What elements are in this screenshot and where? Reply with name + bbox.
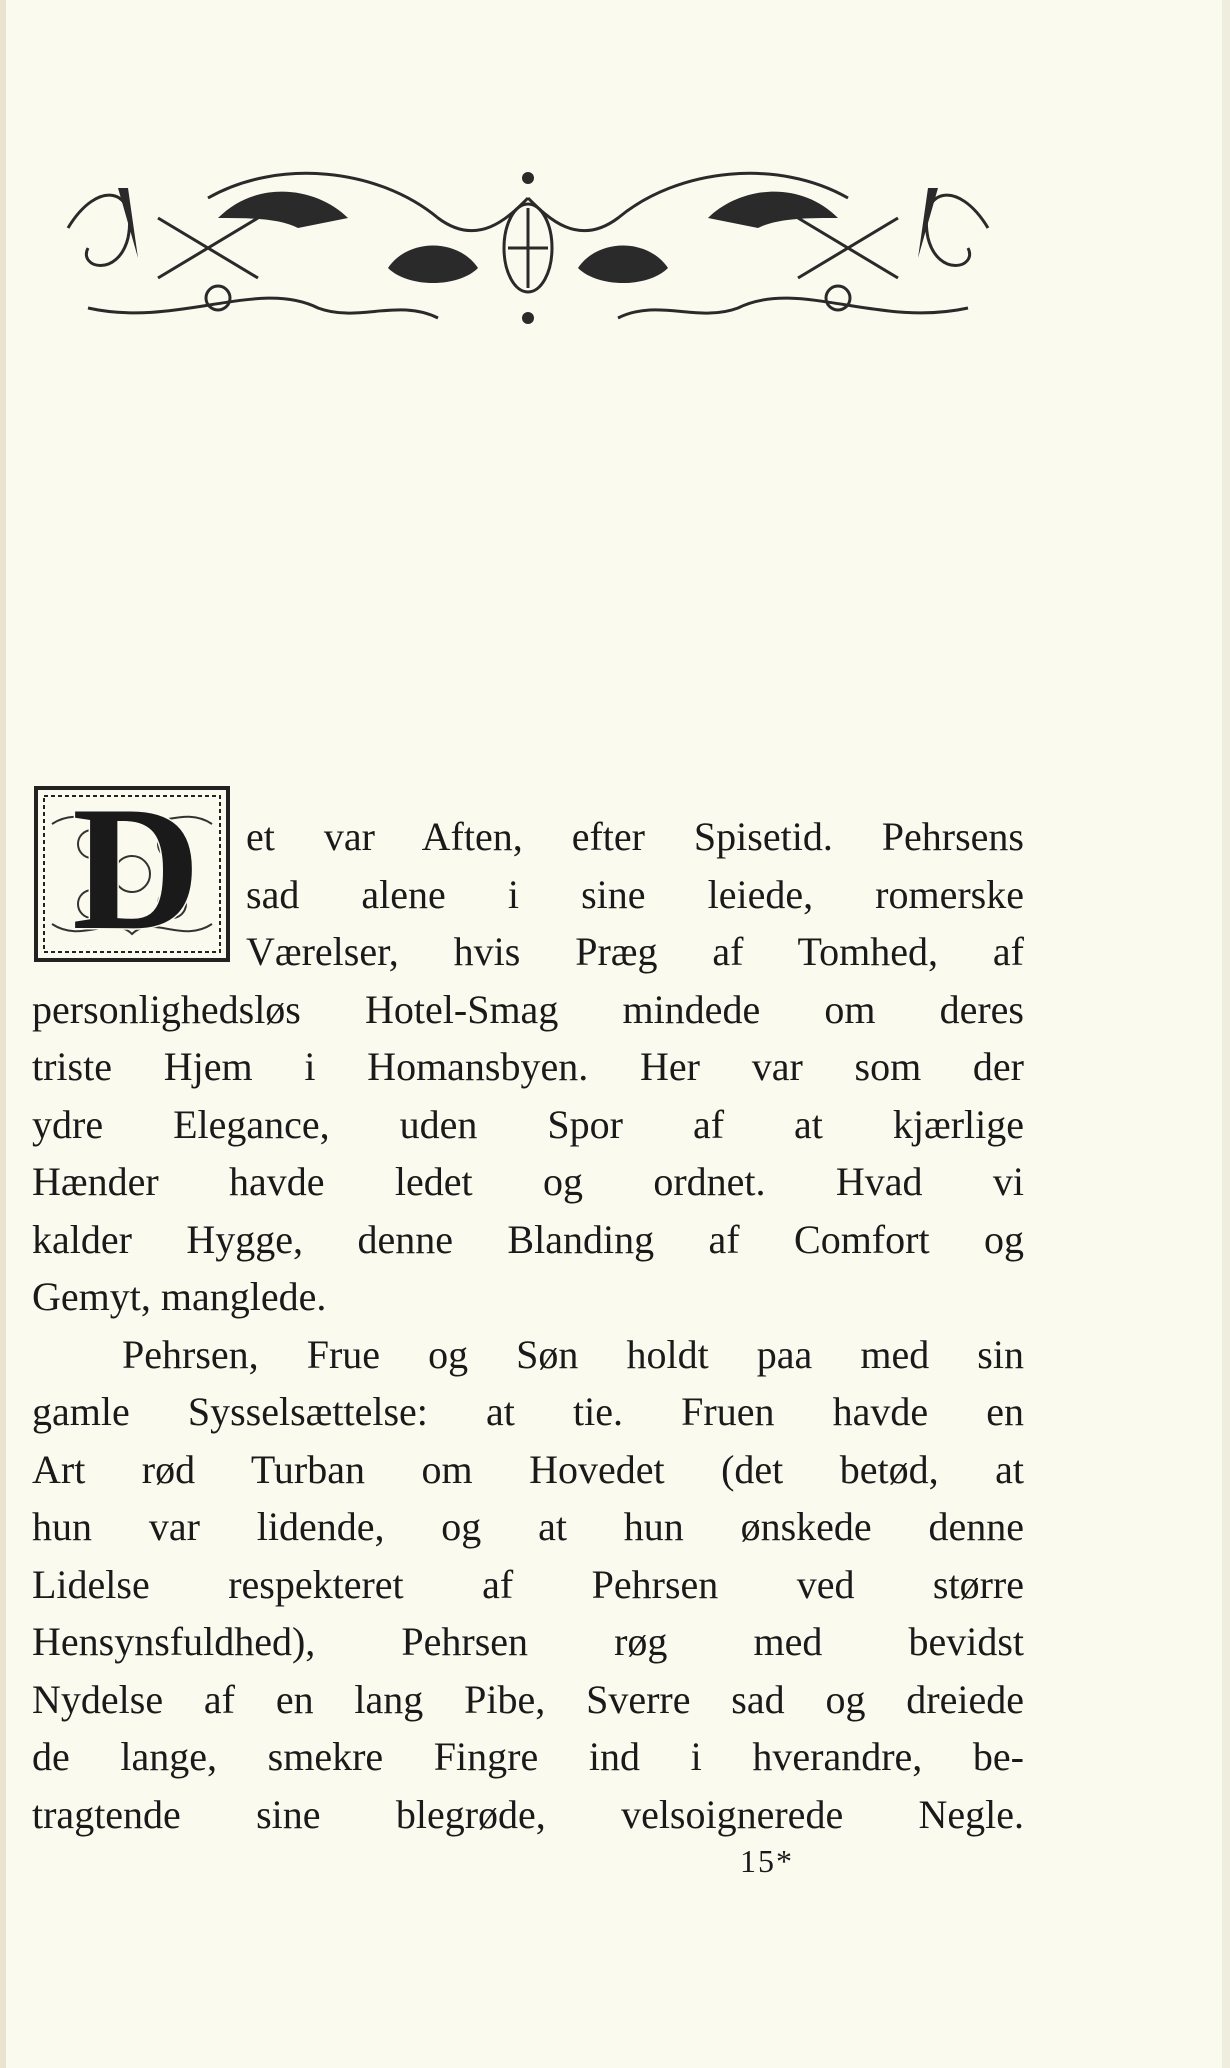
text-line: sad alene i sine leiede, romerske	[246, 871, 1024, 917]
text-line: Nydelse af en lang Pibe, Sverre sad og dreiede	[32, 1676, 1024, 1722]
body-text	[32, 769, 1024, 1843]
page-number: 15*	[740, 1843, 794, 1879]
text-line: personlighedsløs Hotel-Smag mindede om deres	[32, 986, 1024, 1032]
text-line: Art rød Turban om Hovedet (det betød, at	[32, 1446, 1024, 1492]
text-line: triste Hjem i Homansbyen. Her var som der	[32, 1044, 1024, 1089]
drop-cap-letter: D	[72, 769, 201, 967]
text-line: Hensynsfuldhed), Pehrsen røg med bevidst	[32, 1619, 1024, 1664]
text-line: hun var lidende, og at hun ønskede denne	[32, 1504, 1024, 1549]
text-line: ydre Elegance, uden Spor af at kjærlige	[32, 1101, 1024, 1147]
text-line: Værelser, hvis Præg af Tomhed, af	[246, 929, 1024, 974]
text-line: kalder Hygge, denne Blanding af Comfort og	[32, 1216, 1024, 1262]
text-line: Lidelse respekteret af Pehrsen ved større	[32, 1561, 1024, 1607]
text-line: tragtende sine blegrøde, velsoignerede Negle.	[32, 1791, 1024, 1837]
text-line: Pehrsen, Frue og Søn holdt paa med sin	[122, 1331, 1024, 1377]
text-line: gamle Sysselsættelse: at tie. Fruen havde en	[32, 1389, 1024, 1434]
text-line: de lange, smekre Fingre ind i hverandre, be-	[32, 1734, 1024, 1779]
ornamental-headpiece-icon	[58, 158, 998, 330]
text-line: Hænder havde ledet og ordnet. Hvad vi	[32, 1159, 1024, 1204]
drop-cap-box	[32, 769, 232, 967]
text-line: Gemyt, manglede.	[32, 1274, 327, 1319]
text-line: et var Aften, efter Spisetid. Pehrsens	[246, 814, 1024, 859]
